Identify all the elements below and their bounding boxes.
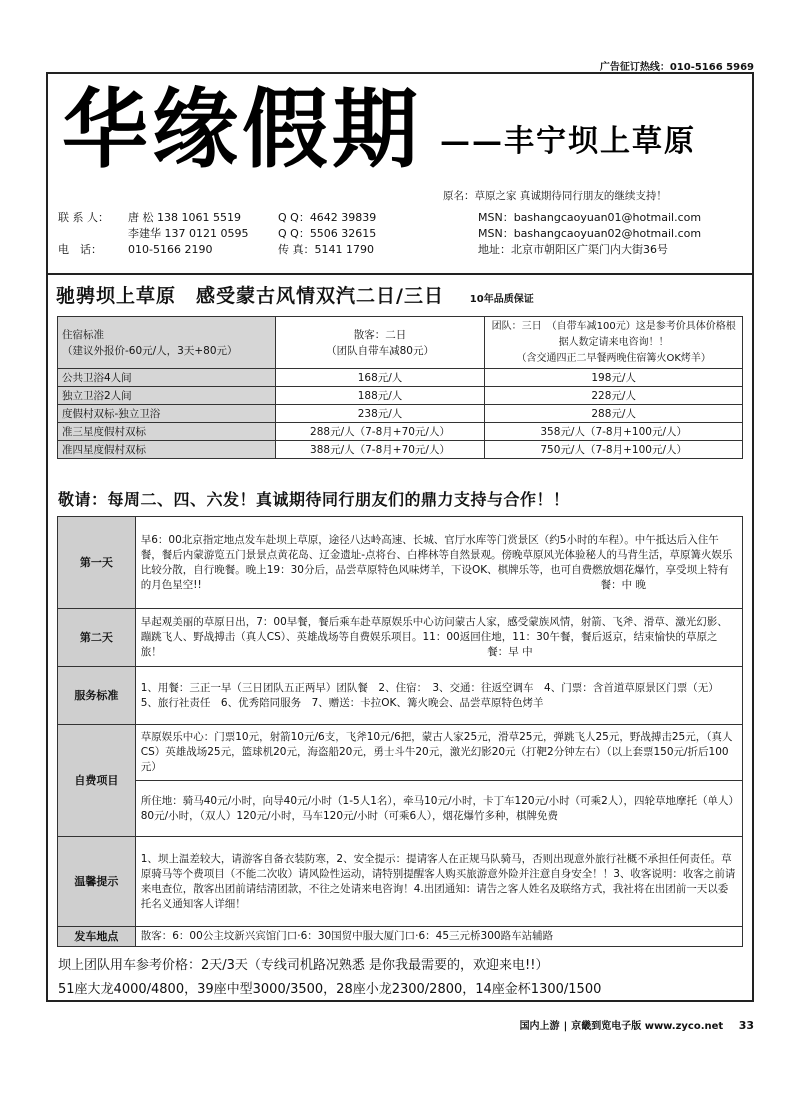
table-row: [58, 405, 743, 423]
price-two-day: 238元/人: [275, 405, 485, 423]
title-row: [48, 74, 752, 186]
row-text: 草原娱乐中心：门票10元，射箭10元/6支，飞斧10元/6把，蒙古人家25元，滑草25元，弹跳飞人25元，野战搏击25元，（真人CS）英雄战场25元，篮球机20元，海盗船20元，勇士斗牛20元，激光幻影20元（打靶2分钟左右）（以上套票150元/折后100元）: [135, 725, 742, 781]
itinerary-row: [58, 837, 743, 927]
price-three-day: 750元/人（7-8月+100元/人）: [485, 441, 743, 459]
price-three-day: 288元/人: [485, 405, 743, 423]
table-row: [58, 387, 743, 405]
price-table-header: [58, 317, 743, 369]
row-label: 自费项目: [58, 725, 136, 837]
room-type: 独立卫浴2人间: [58, 387, 276, 405]
footer-separator: |: [563, 1021, 568, 1032]
footer-site: www.zyco.net: [644, 1021, 724, 1032]
price-two-day: 168元/人: [275, 369, 485, 387]
contact-msn: MSN：bashangcaoyuan02@hotmail.com: [478, 227, 702, 240]
page-footer: [520, 1017, 754, 1032]
contact-label: [58, 226, 128, 242]
row-label: 第一天: [58, 517, 136, 609]
contact-fax: 传 真：5141 1790: [278, 243, 374, 256]
contact-block: [58, 210, 748, 258]
itinerary-table: [57, 516, 743, 947]
quality-tag: 10年品质保证: [469, 294, 534, 305]
itinerary-row: [58, 927, 743, 947]
itinerary-row: [58, 667, 743, 725]
header-cell: 住宿标准 （建议外报价-60元/人，3天+80元）: [58, 317, 276, 369]
table-row: [58, 423, 743, 441]
itinerary-row: [58, 725, 743, 781]
row-text: 1、用餐：三正一早（三日团队五正两早）团队餐 2、住宿： 3、交通：往返空调车 4、门票：含首道草原景区门票（无） 5、旅行社责任 6、优秀陪同服务 7、赠送：卡拉OK、篝火晚会、品尝草原特色烤羊: [135, 667, 742, 725]
contact-msn: MSN：bashangcaoyuan01@hotmail.com: [478, 211, 702, 224]
contact-address: 地址：北京市朝阳区广渠门内大街36号: [478, 243, 668, 256]
contact-phone: 010-5166 2190: [128, 243, 213, 256]
header-cell: 团队：三日 （自带车减100元）这是参考价具体价格根据人数定请来电咨询！！ （含交通四正二早餐两晚住宿篝火OK烤羊）: [485, 317, 743, 369]
ad-frame: [46, 72, 754, 1002]
itinerary-row: [58, 781, 743, 837]
row-text: 所住地：骑马40元/小时，向导40元/小时（1-5人1名），牵马10元/小时，卡丁车120元/小时（可乘2人），四轮草地摩托（单人）80元/小时，（双人）120元/小时，马车120元/小时（可乘6人），烟花爆竹多种，棋牌免费: [135, 781, 742, 837]
room-type: 准三星度假村双标: [58, 423, 276, 441]
tour-headline: 驰骋坝上草原 感受蒙古风情双汽二日/三日: [56, 285, 444, 307]
contact-row: [58, 226, 748, 242]
footer-publication: 京畿到览电子版: [571, 1021, 642, 1032]
row-text: 散客：6：00公主坟新兴宾馆门口·6：30国贸中服大厦门口·6：45三元桥300路车站辅路: [135, 927, 742, 947]
contact-qq: Q Q：4642 39839: [278, 211, 377, 224]
contact-person: 唐 松 138 1061 5519: [128, 211, 241, 224]
brand-subtitle: ——丰宁坝上草原: [440, 124, 696, 159]
table-row: [58, 369, 743, 387]
room-type: 度假村双标-独立卫浴: [58, 405, 276, 423]
price-two-day: 288元/人（7-8月+70元/人）: [275, 423, 485, 441]
contact-qq: Q Q：5506 32615: [278, 227, 377, 240]
bus-price-title: 坝上团队用车参考价格：2天/3天（专线司机路况熟悉 是你我最需要的，欢迎来电!!）: [58, 958, 549, 973]
price-three-day: 228元/人: [485, 387, 743, 405]
footer-section: 国内上游: [519, 1021, 560, 1032]
thanks-line: 敬请：每周二、四、六发！真诚期待同行朋友们的鼎力支持与合作！！: [58, 490, 570, 509]
contact-label: 电 话：: [58, 243, 102, 256]
page-number: 33: [738, 1019, 754, 1032]
table-row: [58, 441, 743, 459]
room-type: 准四星度假村双标: [58, 441, 276, 459]
row-label: 服务标准: [58, 667, 136, 725]
contact-label: 联 系 人：: [58, 211, 109, 224]
headline-band: [56, 281, 746, 308]
price-two-day: 388元/人（7-8月+70元/人）: [275, 441, 485, 459]
row-text: 早6：00北京指定地点发车赴坝上草原，途径八达岭高速、长城、官厅水库等门赏景区（约5小时的车程）。中午抵达后入住午餐，餐后内蒙游览五门景景点黄花岛、辽金遗址-点将台、白桦林等自然景观。傍晚草原风光体验秘人的马背生活，草原篝火娱乐比较分散，自行晚餐。晚上19：30分后，品尝草原特色风味烤羊，下设OK、棋牌乐等，也可自费燃放烟花爆竹，享受坝上特有的月色星空!! 餐：中 晚: [135, 517, 742, 609]
price-table: [57, 316, 743, 459]
price-two-day: 188元/人: [275, 387, 485, 405]
price-three-day: 358元/人（7-8月+100元/人）: [485, 423, 743, 441]
contact-row: [58, 242, 748, 258]
ad-hotline: 广告征订热线：010-5166 5969: [599, 62, 754, 73]
brand-title: 华缘假期: [62, 79, 422, 180]
contact-person: 李建华 137 0121 0595: [128, 227, 249, 240]
row-label: 第二天: [58, 609, 136, 667]
row-label: 发车地点: [58, 927, 136, 947]
row-text: 早起观美丽的草原日出，7：00早餐，餐后乘车赴草原娱乐中心访问蒙古人家，感受蒙族风情，射箭、飞斧、滑草、激光幻影、蹦跳飞人、野战搏击（真人CS）、英雄战场等自费娱乐项目。11：00返回住地，11：30午餐，餐后返京，结束愉快的草原之旅！ 餐：早 中: [135, 609, 742, 667]
contact-row: [58, 210, 748, 226]
room-type: 公共卫浴4人间: [58, 369, 276, 387]
header-cell: 散客：二日 （团队自带车减80元）: [275, 317, 485, 369]
itinerary-row: [58, 609, 743, 667]
bus-price-list: 51座大龙4000/4800，39座中型3000/3500，28座小龙2300/2800，14座金杯1300/1500: [58, 982, 602, 997]
row-text: 1、坝上温差较大，请游客自备衣装防寒，2、安全提示：提请客人在正规马队骑马，否则出现意外旅行社概不承担任何责任。草原骑马等个费项目（不能二次收）请风险性运动，请特别提醒客人购买旅游意外险并注意自身安全！！3、收客说明：收客之前请来电查位，散客出团前请结清团款，不往之处请来电咨询！4.出团通知：请告之客人姓名及联络方式，我社将在出团前一天以委托名义通知客人详细！: [135, 837, 742, 927]
itinerary-row: [58, 517, 743, 609]
row-label: 温馨提示: [58, 837, 136, 927]
slogan: 原名：草原之家 真诚期待同行朋友的继续支持！: [443, 190, 667, 202]
divider: [48, 273, 752, 275]
price-three-day: 198元/人: [485, 369, 743, 387]
